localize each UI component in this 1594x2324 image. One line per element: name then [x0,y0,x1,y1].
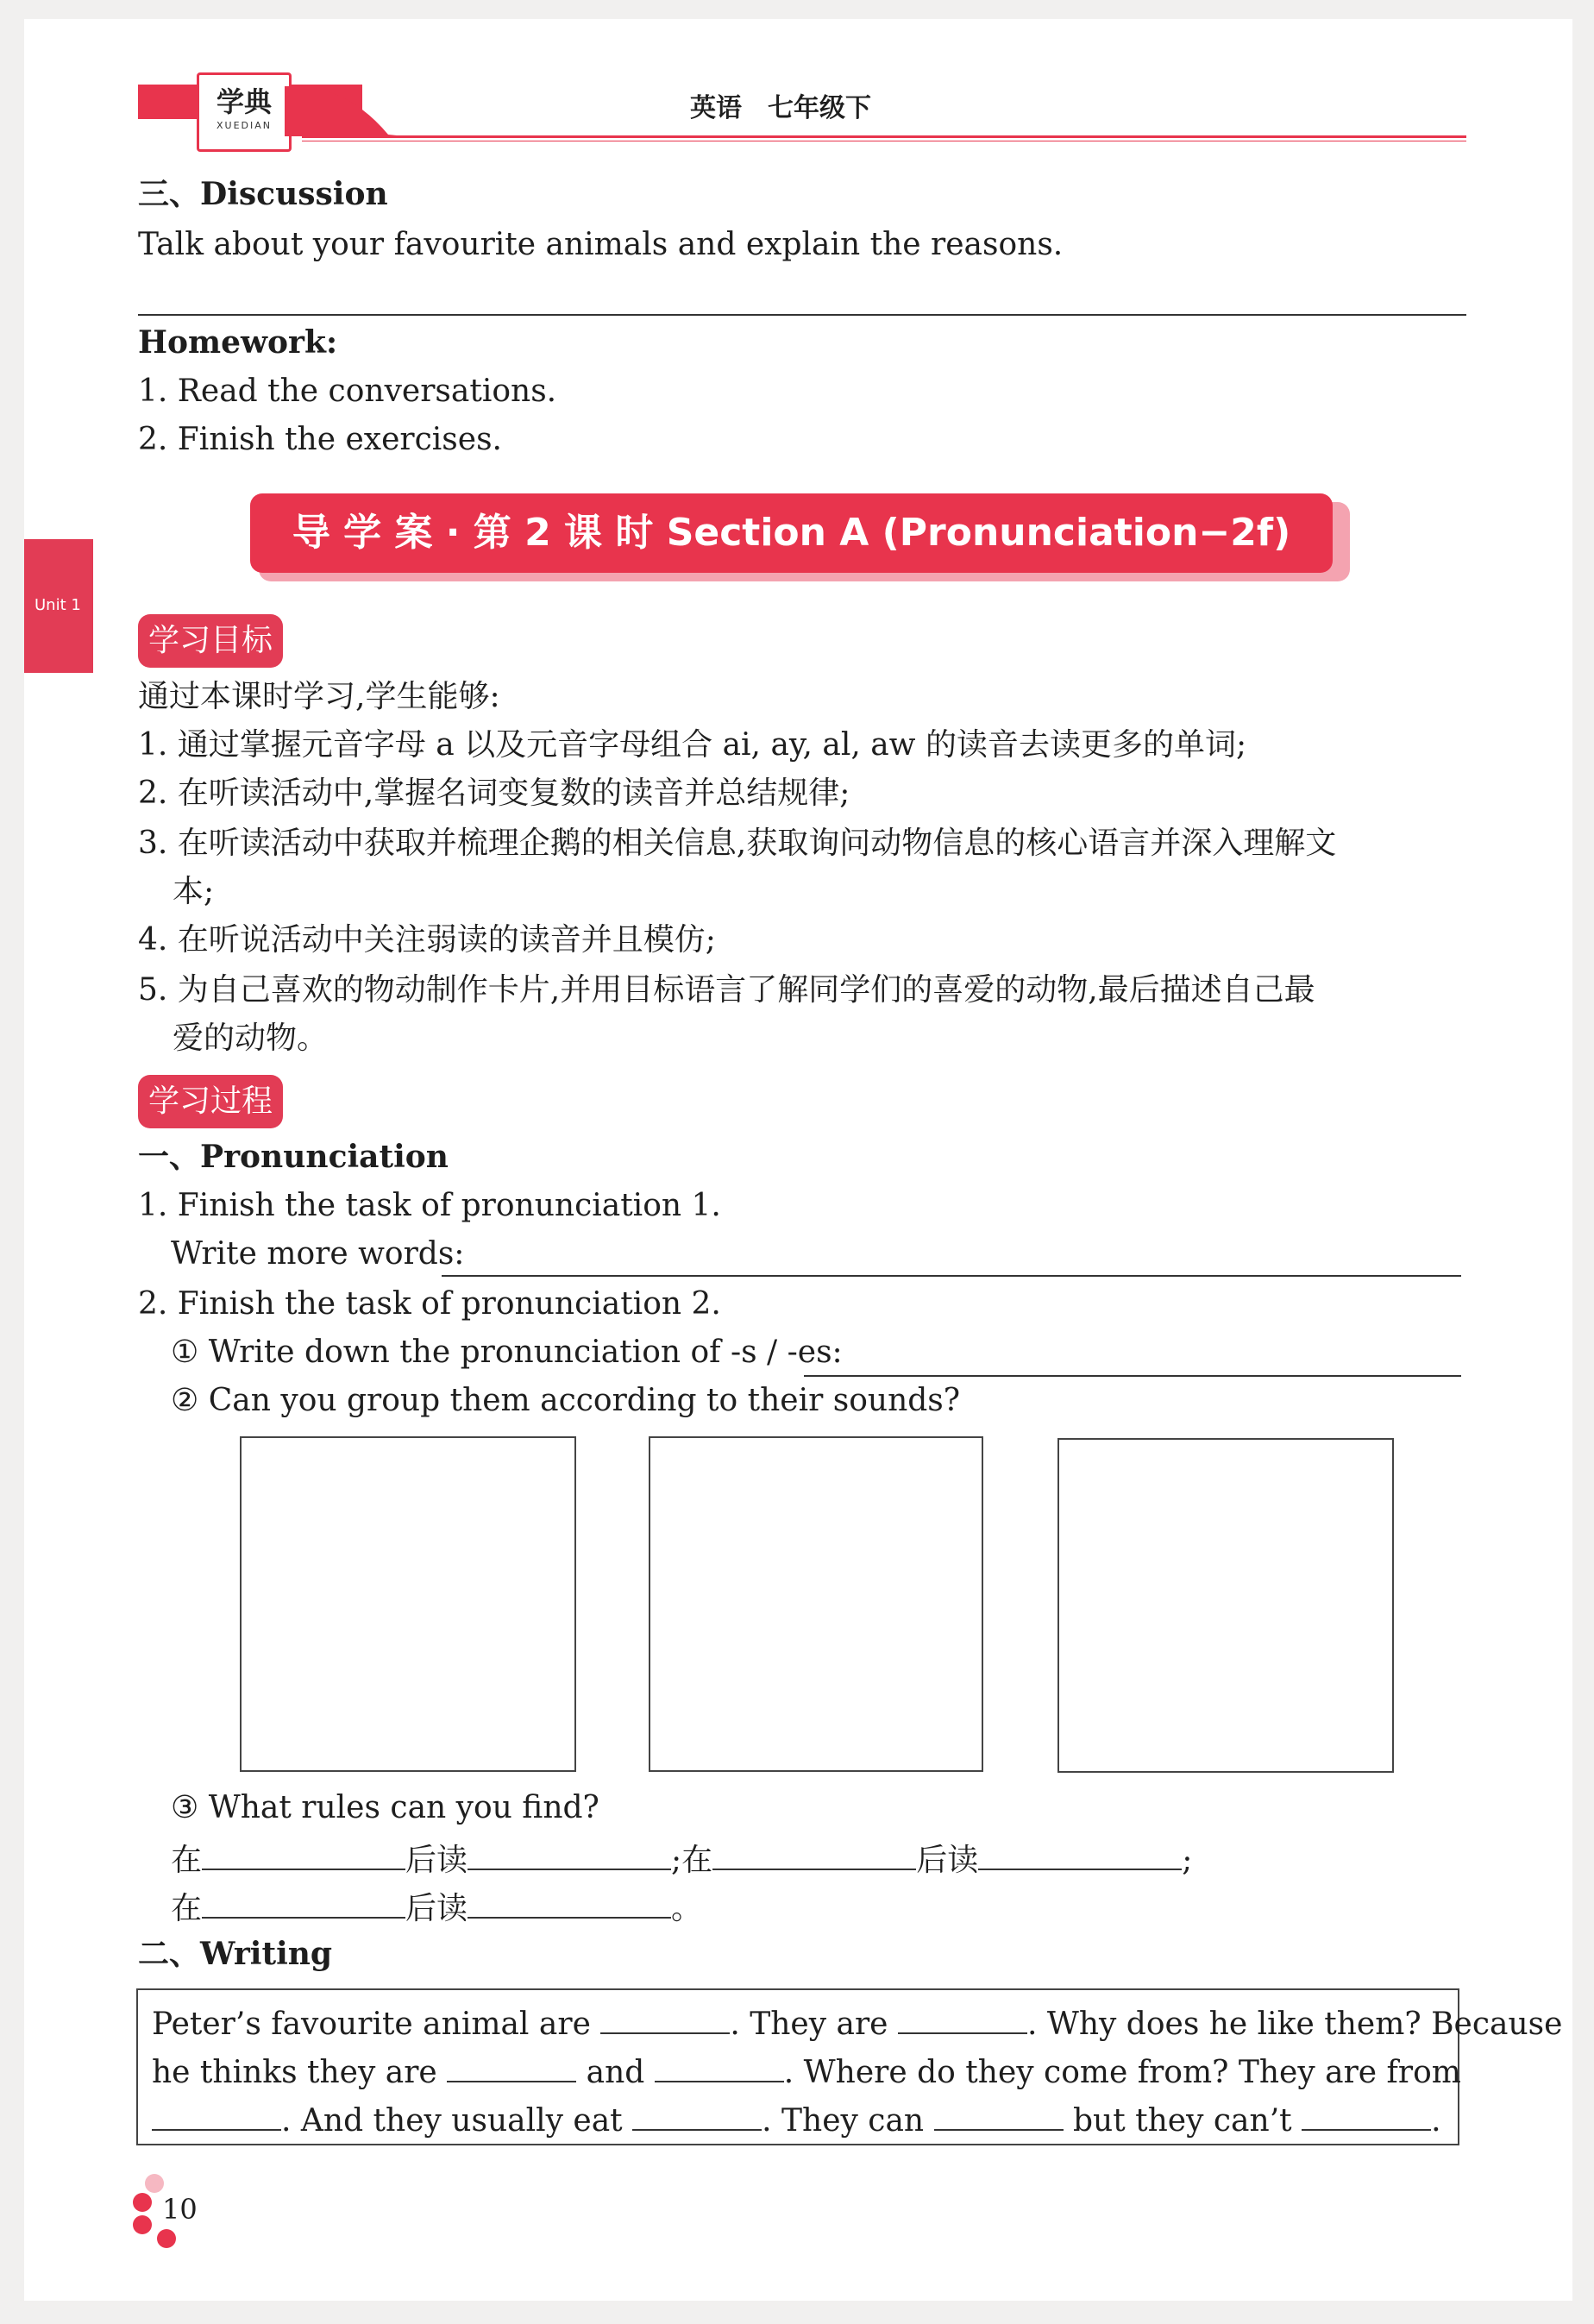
logo-subtext: XUEDIAN [216,120,272,131]
task2-b: ② Can you group them according to their sounds? [171,1383,961,1418]
write-words-line[interactable] [442,1275,1461,1277]
writing-blank[interactable] [655,2050,784,2082]
unit-label: Unit 1 [35,596,81,614]
page-number: 10 [162,2193,198,2226]
task2-a: ① Write down the pronunciation of -s / -es: [171,1335,843,1370]
writing-text: Peter’s favourite animal are [152,2007,591,2042]
goal-item: 1. 通过掌握元音字母 a 以及元音字母组合 ai, ay, al, aw 的读音去读更多的单词; [138,727,1247,763]
rule-text: 后读 [405,1843,468,1878]
rule-line-1 [171,1837,1192,1879]
writing-blank[interactable] [447,2050,576,2082]
pronunciation-line[interactable] [804,1375,1461,1377]
rule-text: 在 [681,1843,713,1878]
rule-line-2 [171,1886,702,1927]
writing-text: . And they usually eat [281,2103,623,2139]
lesson-banner: 导 学 案 · 第 2 课 时 Section A (Pronunciation−2f) [250,493,1333,573]
writing-text: . They are [730,2007,888,2042]
writing-line-1 [152,2001,1562,2043]
rule-text: 后读 [405,1891,468,1926]
homework-item: 1. Read the conversations. [138,374,557,409]
goal-item: 3. 在听读活动中获取并梳理企鹅的相关信息,获取询问动物信息的核心语言并深入理解文 [138,826,1337,861]
pronunciation-heading: 一、Pronunciation [138,1139,449,1175]
header-swoosh [285,83,405,140]
writing-text: . They can [762,2103,925,2139]
rule-text: 在 [171,1843,203,1878]
unit-side-tab [24,539,93,673]
writing-line-3 [152,2098,1441,2139]
header-title: 英语 七年级下 [690,93,871,123]
group-box-1[interactable] [240,1436,576,1772]
task2-c: ③ What rules can you find? [171,1790,599,1825]
writing-blank[interactable] [934,2098,1064,2131]
rule-text: 。 [671,1891,703,1926]
goal-item-continued: 爱的动物。 [173,1021,329,1056]
writing-text: and [586,2055,645,2090]
writing-heading: 二、Writing [138,1936,333,1972]
discussion-heading: 三、Discussion [138,176,388,212]
goal-item: 4. 在听说活动中关注弱读的读音并且模仿; [138,922,716,958]
writing-blank[interactable] [898,2001,1027,2034]
rule-text: 在 [171,1891,203,1926]
task2-text: 2. Finish the task of pronunciation 2. [138,1286,721,1322]
goal-item: 2. 在听读活动中,掌握名词变复数的读音并总结规律; [138,776,850,811]
rule-blank[interactable] [712,1837,916,1870]
decor-dot [133,2215,152,2234]
rule-text: 后读 [916,1843,979,1878]
writing-text: he thinks they are [152,2055,437,2090]
task1-text: 1. Finish the task of pronunciation 1. [138,1188,721,1223]
group-box-2[interactable] [649,1436,983,1772]
group-box-3[interactable] [1057,1438,1394,1773]
writing-text: . [1431,2103,1441,2139]
writing-text: but they can’t [1073,2103,1292,2139]
logo-text: 学典 [216,85,272,118]
rule-text: ; [671,1843,682,1878]
goal-item: 5. 为自己喜欢的物动制作卡片,并用目标语言了解同学们的喜爱的动物,最后描述自己最 [138,972,1315,1008]
goal-item-continued: 本; [173,874,215,909]
goals-label: 学习目标 [138,614,283,668]
goals-intro: 通过本课时学习,学生能够: [138,679,500,714]
process-label: 学习过程 [138,1075,283,1128]
homework-item: 2. Finish the exercises. [138,422,502,457]
writing-blank[interactable] [152,2098,281,2131]
decor-dot [133,2193,152,2212]
rule-blank[interactable] [468,1886,671,1919]
answer-line[interactable] [138,314,1466,316]
homework-heading: Homework: [138,324,338,361]
rule-text: ; [1182,1843,1193,1878]
writing-text: . Where do they come from? They are from [783,2055,1461,2090]
rule-blank[interactable] [202,1837,405,1870]
task1-prompt: Write more words: [171,1236,465,1272]
writing-blank[interactable] [600,2001,730,2034]
writing-text: . Why does he like them? Because [1026,2007,1563,2042]
writing-line-2 [152,2050,1461,2091]
rule-blank[interactable] [978,1837,1182,1870]
writing-blank[interactable] [1302,2098,1431,2131]
discussion-prompt: Talk about your favourite animals and explain the reasons. [138,227,1064,262]
decor-dot [157,2229,176,2248]
decor-dot [145,2174,164,2193]
rule-blank[interactable] [202,1886,405,1919]
header-rule [302,135,1466,138]
brand-logo [197,72,292,152]
rule-blank[interactable] [468,1837,671,1870]
writing-blank[interactable] [632,2098,762,2131]
